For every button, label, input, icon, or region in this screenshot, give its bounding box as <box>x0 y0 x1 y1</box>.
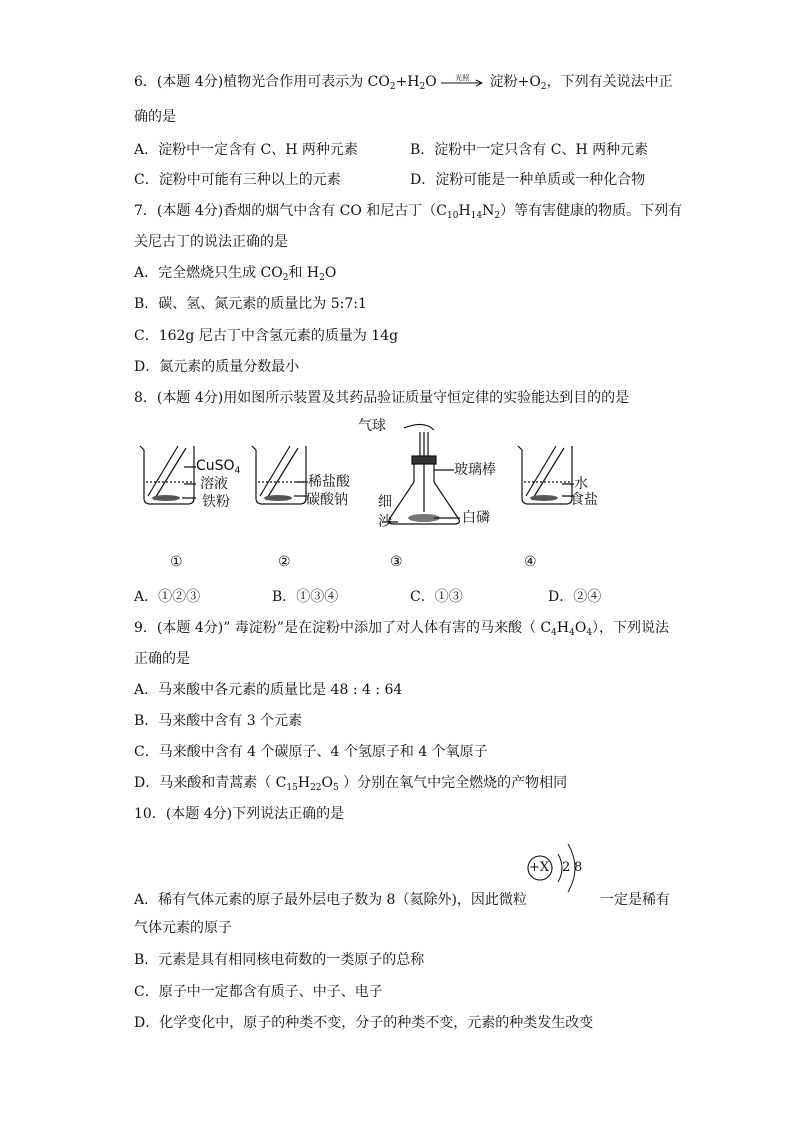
q7-stem-line1: 7．(本题 4分)香烟的烟气中含有 CO 和尼古丁$(C_{10}H_{14}N_2)$等有害健康的物质。下列有 <box>134 203 683 221</box>
atom-nucleus-label: +X <box>529 860 550 875</box>
q9-option-c: C．马来酸中含有 4 个碳原子、4 个氢原子和 4 个氧原子 <box>134 744 488 760</box>
atom-shell-2-electrons: 8 <box>574 860 583 875</box>
figure-number-3: ③ <box>390 554 403 570</box>
label-glass-rod: 玻璃棒 <box>454 462 496 478</box>
q8-option-b: B．①③④ <box>272 589 339 605</box>
label-sand: 沙 <box>378 514 392 530</box>
q6-option-c: C．淀粉中可能有三种以上的元素 <box>134 172 341 188</box>
q9-option-b: B．马来酸中含有 3 个元素 <box>134 713 303 729</box>
atom-shell-1-electrons: 2 <box>562 860 571 875</box>
q10-option-c: C．原子中一定都含有质子、中子、电子 <box>134 984 383 1000</box>
q7-option-c: C．162g 尼古丁中含氢元素的质量为 14g <box>134 328 399 344</box>
beaker-1 <box>140 446 194 504</box>
beaker-4 <box>518 446 572 504</box>
label-sodium-carbonate: 碳酸钠 <box>306 492 348 508</box>
q7-option-d: D．氮元素的质量分数最小 <box>134 359 300 375</box>
q7-option-b: B．碳、氢、氮元素的质量比为 5:7:1 <box>134 296 367 312</box>
apparatus-figure <box>134 412 654 572</box>
q10-option-d: D．化学变化中，原子的种类不变，分子的种类不变，元素的种类发生改变 <box>134 1015 594 1031</box>
q7-option-a: A．完全燃烧只生成 $CO_2$和 $H_2O$ <box>134 265 337 283</box>
flask-3 <box>389 424 460 524</box>
label-solution: 溶液 <box>200 476 228 492</box>
q9-option-d: D．马来酸和青蒿素（ $C_{15}H_{22}O_5$ ）分别在氧气中完全燃烧的产物相同 <box>134 775 568 793</box>
figure-number-1: ① <box>170 554 183 570</box>
q8-option-c: C．①③ <box>410 589 463 605</box>
label-iron-powder: 铁粉 <box>202 494 230 510</box>
q6-option-a: A．淀粉中一定含有 C、H 两种元素 <box>134 142 358 158</box>
q10-option-b: B．元素是具有相同核电荷数的一类原子的总称 <box>134 952 425 968</box>
label-fine: 细 <box>378 494 392 510</box>
q8-stem: 8．(本题 4分)用如图所示装置及其药品验证质量守恒定律的实验能达到目的的是 <box>134 390 630 406</box>
label-salt: 食盐 <box>570 492 598 508</box>
beaker-2 <box>252 446 306 504</box>
q8-option-d: D．②④ <box>548 589 602 605</box>
reaction-arrow: 光照 <box>441 74 485 88</box>
label-white-phosphorus: 白磷 <box>462 510 490 526</box>
q6-stem-line1: 6．(本题 4分)植物光合作用可表示为 $CO_2+H_2O$ 光照 淀粉$+O_2$，下列有关说法中正 <box>134 74 673 92</box>
q6-option-d: D．淀粉可能是一种单质或一种化合物 <box>410 172 646 188</box>
q9-stem-line1: 9．(本题 4分)” 毒淀粉”是在淀粉中添加了对人体有害的马来酸（ $C_4H_4O_4$），下列说法 <box>134 620 670 638</box>
q9-stem-line2: 正确的是 <box>134 651 190 667</box>
q10-option-a-line1-a: A．稀有气体元素的原子最外层电子数为 8（氦除外)，因此微粒 <box>134 892 527 908</box>
q10-option-a-line2: 气体元素的原子 <box>134 920 232 936</box>
q7-stem-line2: 关尼古丁的说法正确的是 <box>134 234 288 250</box>
label-balloon: 气球 <box>358 418 386 434</box>
label-water: 水 <box>574 476 588 492</box>
q10-option-a-line1-b: 一定是稀有 <box>600 892 670 908</box>
q6-option-b: B．淀粉中一定只含有 C、H 两种元素 <box>410 142 649 158</box>
q9-option-a: A．马来酸中各元素的质量比是 48 : 4 : 64 <box>134 682 403 698</box>
q8-option-a: A．①②③ <box>134 589 201 605</box>
atom-structure-diagram <box>524 836 594 896</box>
figure-number-2: ② <box>278 554 291 570</box>
label-cuso4: CuSO$_4$ <box>196 458 241 476</box>
label-dilute-hcl: 稀盐酸 <box>308 474 350 490</box>
q6-stem-line2: 确的是 <box>134 109 176 125</box>
q10-stem: 10．(本题 4分)下列说法正确的是 <box>134 806 345 822</box>
figure-number-4: ④ <box>524 554 537 570</box>
